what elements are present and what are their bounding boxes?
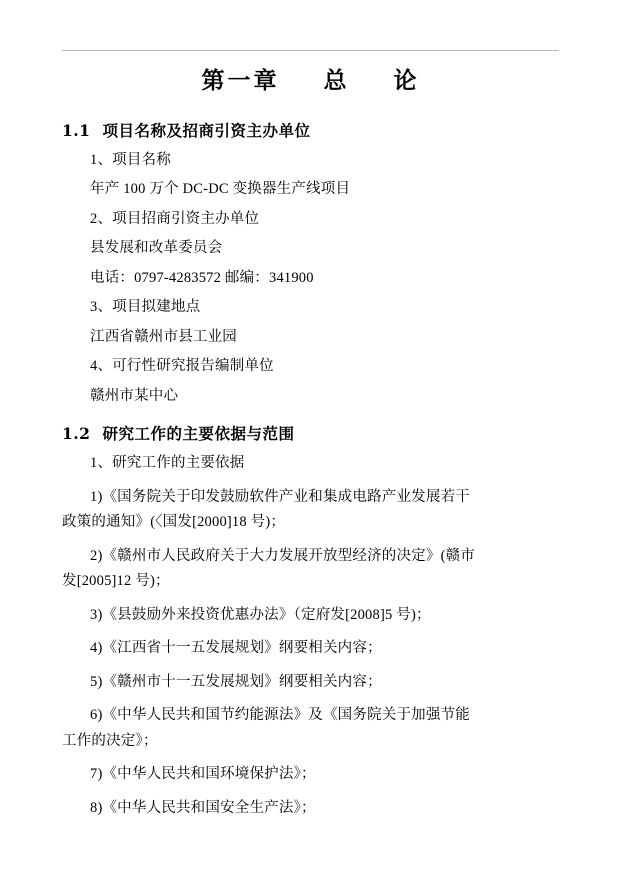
list-item: 1)《国务院关于印发鼓励软件产业和集成电路产业发展若干: [90, 488, 470, 505]
paragraph: 4、可行性研究报告编制单位: [90, 358, 274, 375]
paragraph: 县发展和改革委员会: [90, 240, 223, 257]
list-item: 3)《县鼓励外来投资优惠办法》（定府发[2008]5 号)；: [90, 606, 431, 623]
page-content: [62, 0, 559, 820]
list-item: 2)《赣州市人民政府关于大力发展开放型经济的决定》(赣市: [90, 547, 476, 564]
list-item-continuation: 政策的通知》(〈国发[2000]18 号)；: [62, 514, 286, 531]
section-title-1-1: 项目名称及招商引资主办单位: [102, 121, 311, 140]
list-item-continuation: 工作的决定》；: [62, 732, 158, 749]
page-title: 第一章 总 论: [201, 67, 420, 94]
paragraph: 2、项目招商引资主办单位: [90, 210, 260, 227]
section-title-1-2: 研究工作的主要依据与范围: [102, 424, 295, 444]
paragraph: 3、项目拟建地点: [90, 299, 201, 316]
section-heading-1-2: [62, 422, 559, 444]
list-item-continuation: 发[2005]12 号)；: [62, 573, 170, 590]
paragraph: 1、研究工作的主要依据: [90, 455, 245, 472]
list-item: 7)《中华人民共和国环境保护法》；: [90, 766, 316, 783]
contact-line: 电话：0797-4283572 邮编：341900: [90, 269, 314, 286]
section-heading-1-1: [62, 119, 559, 141]
list-item: 8)《中华人民共和国安全生产法》；: [90, 799, 316, 816]
header-divider: [62, 50, 559, 51]
list-item: 4)《江西省十一五发展规划》纲要相关内容；: [90, 640, 382, 657]
paragraph: 年产 100 万个 DC-DC 变换器生产线项目: [90, 181, 351, 198]
section-number-1-2: 1.2: [62, 424, 91, 444]
list-item: 5)《赣州市十一五发展规划》纲要相关内容；: [90, 673, 382, 690]
section-number-1-1: 1.1: [62, 121, 91, 140]
paragraph: 1、项目名称: [90, 152, 171, 168]
list-item: 6)《中华人民共和国节约能源法》及《国务院关于加强节能: [90, 707, 470, 724]
paragraph: 赣州市某中心: [90, 387, 179, 404]
paragraph: 江西省赣州市县工业园: [90, 328, 237, 345]
